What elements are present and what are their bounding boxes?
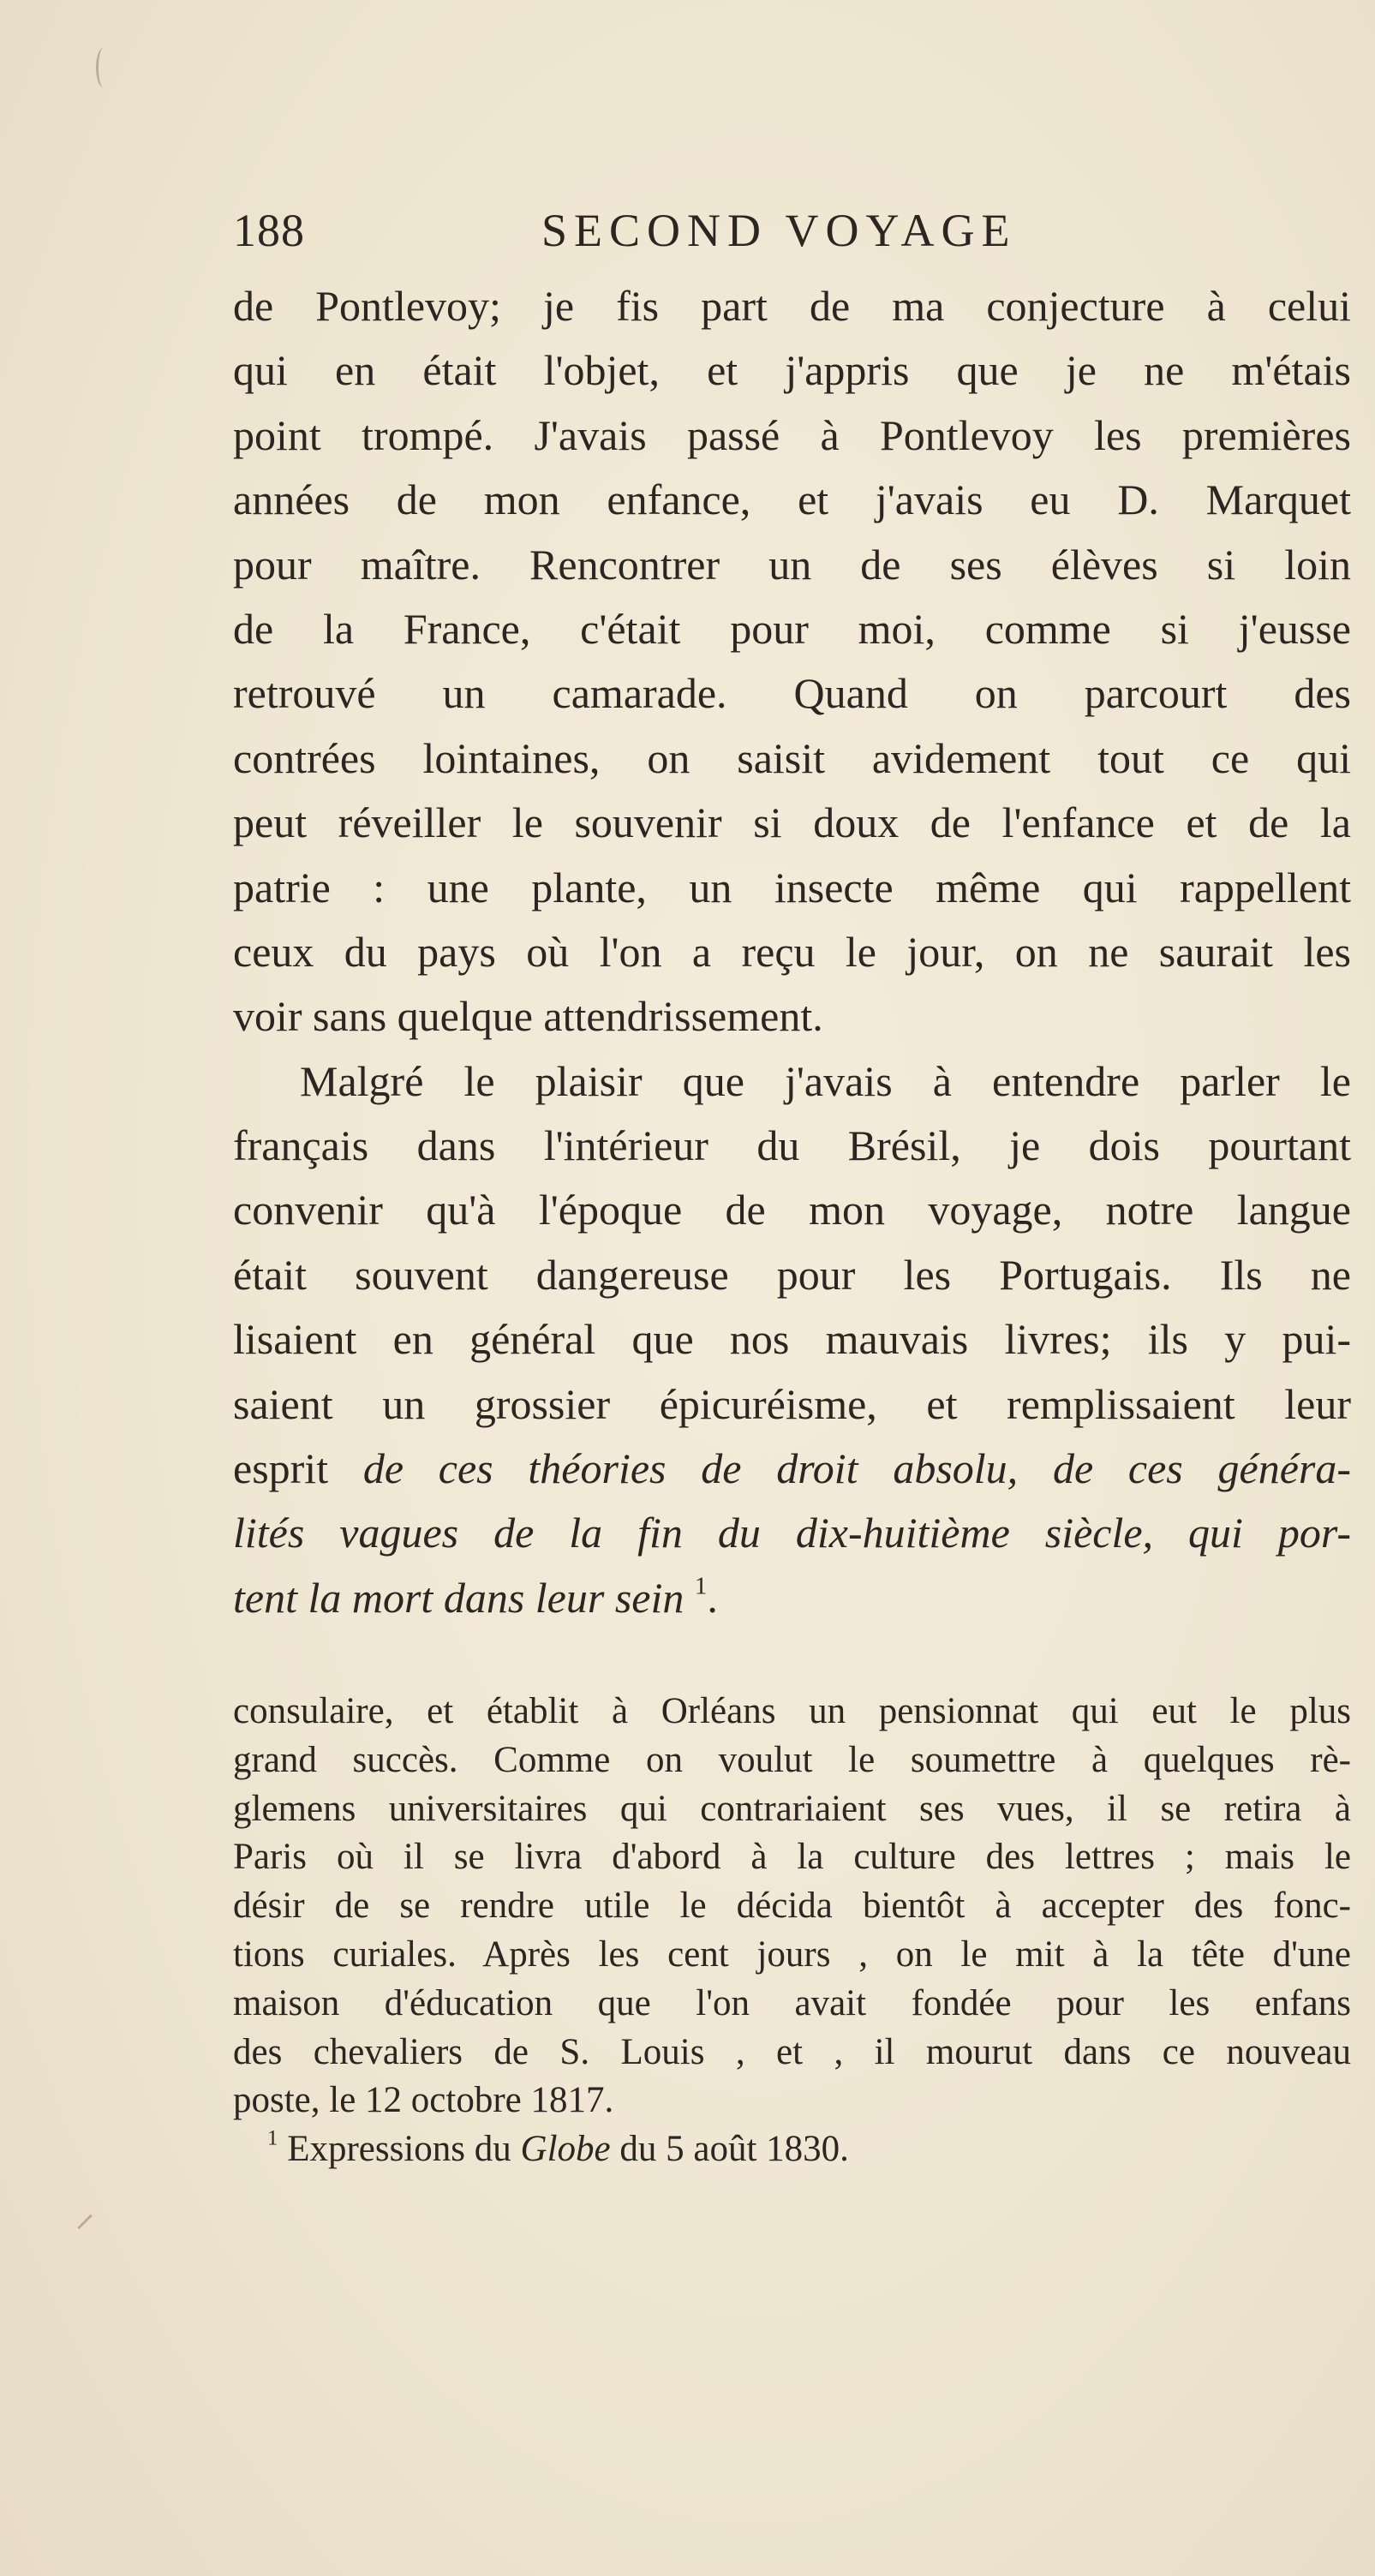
footnote-line: des chevaliers de S. Louis , et , il mourut dans ce nouveau xyxy=(233,2031,1351,2072)
corner-mark xyxy=(96,48,111,87)
text-line: ceux du pays où l'on a reçu le jour, on ne saurait les xyxy=(233,927,1351,976)
footnote-text: Expressions du xyxy=(278,2129,521,2170)
text-line: peut réveiller le souvenir si doux de l'enfance et de la xyxy=(233,798,1351,847)
footnote-line: glemens universitaires qui contrariaient ses vues, il se retira à xyxy=(233,1788,1351,1829)
text-line: de Pontlevoy; je fis part de ma conjecture à celui xyxy=(233,282,1351,330)
italic-quote: lités vagues de la fin du dix-huitième siècle, qui por- xyxy=(233,1509,1351,1557)
page-header xyxy=(233,204,1055,272)
text-line xyxy=(233,1437,1351,1501)
text-line: lisaient en général que nos mauvais livres; ils y pui- xyxy=(233,1315,1351,1364)
stray-mark xyxy=(77,2214,93,2230)
body-text xyxy=(233,274,1351,1630)
text-line: patrie : une plante, un insecte même qui rappellent xyxy=(233,863,1351,911)
running-title: SECOND VOYAGE xyxy=(541,205,1017,256)
text-line: pour maître. Rencontrer un de ses élèves si loin xyxy=(233,540,1351,589)
footnote-line: maison d'éducation que l'on avait fondée pour les enfans xyxy=(233,1982,1351,2023)
footnote-text: du 5 août 1830. xyxy=(610,2129,849,2170)
text-line: qui en était l'objet, et j'appris que je ne m'étais xyxy=(233,346,1351,395)
text-line: retrouvé un camarade. Quand on parcourt des xyxy=(233,669,1351,718)
italic-quote: de ces théories de droit absolu, de ces généra- xyxy=(362,1444,1351,1493)
footnote-line: Paris où il se livra d'abord à la culture des lettres ; mais le xyxy=(233,1837,1351,1878)
footnote-1 xyxy=(233,2125,1351,2174)
footnote-line: consulaire, et établit à Orléans un pensionnat qui eut le plus xyxy=(233,1691,1351,1731)
text-line: était souvent dangereuse pour les Portugais. Ils ne xyxy=(233,1250,1351,1299)
paragraph-end-line: voir sans quelque attendrissement. xyxy=(233,992,823,1041)
text-roman: esprit xyxy=(233,1444,363,1493)
text-line xyxy=(233,1501,1351,1565)
text-line: français dans l'intérieur du Brésil, je dois pourtant xyxy=(233,1121,1351,1170)
paragraph-end-line xyxy=(233,1566,1351,1630)
text-line: saient un grossier épicuréisme, et remplissaient leur xyxy=(233,1379,1351,1428)
italic-quote: tent la mort dans leur sein xyxy=(233,1573,685,1622)
text-line: point trompé. J'avais passé à Pontlevoy les premières xyxy=(233,410,1351,459)
text-line: contrées lointaines, on saisit avidement tout ce qui xyxy=(233,733,1351,782)
footnote-line: tions curiales. Après les cent jours , on le mit à la tête d'une xyxy=(233,1933,1351,1975)
paragraph-start-line: Malgré le plaisir que j'avais à entendre parler le xyxy=(300,1056,1351,1105)
text-line: convenir qu'à l'époque de mon voyage, notre langue xyxy=(233,1186,1351,1234)
footnote-line: désir de se rendre utile le décida bientôt à accepter des fonc- xyxy=(233,1886,1351,1927)
footnote-reference[interactable]: 1 xyxy=(694,1572,708,1600)
footnotes xyxy=(233,1688,1351,2174)
text-line: années de mon enfance, et j'avais eu D. Marquet xyxy=(233,475,1351,524)
footnote-line: grand succès. Comme on voulut le soumettre à quelques rè- xyxy=(233,1739,1351,1780)
footnote-source-title: Globe xyxy=(520,2129,611,2170)
text-roman: . xyxy=(707,1573,718,1622)
footnote-line: poste, le 12 octobre 1817. xyxy=(233,2080,614,2121)
footnote-marker: 1 xyxy=(267,2126,278,2150)
text-line: de la France, c'était pour moi, comme si j'eusse xyxy=(233,604,1351,653)
page-number: 188 xyxy=(233,205,305,256)
